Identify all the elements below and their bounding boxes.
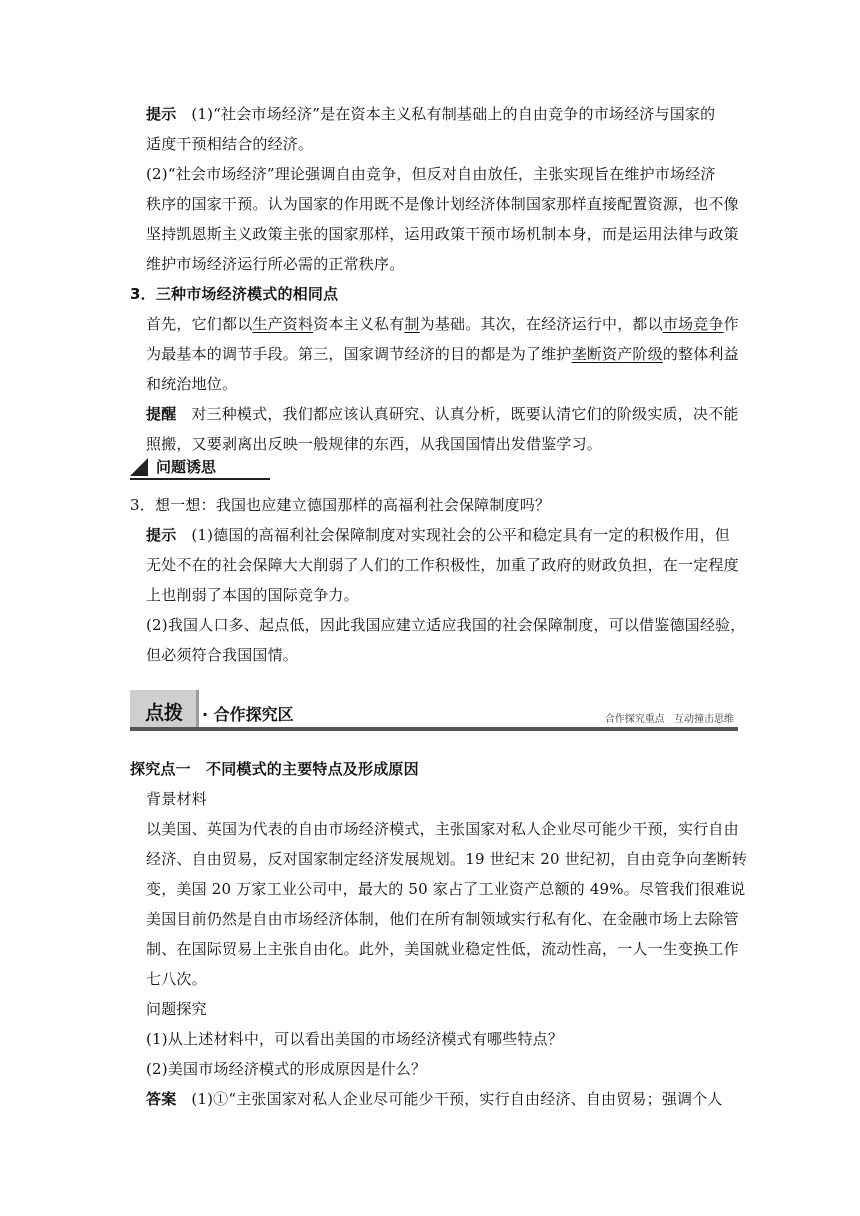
answer-label: 答案 — [146, 1090, 177, 1108]
hint-line-2d: 维护市场经济运行所必需的正常秩序。 — [146, 255, 405, 273]
inquiry-label: 问题探究 — [146, 1000, 207, 1018]
inquiry-question-1: (1)从上述材料中，可以看出美国的市场经济模式有哪些特点？ — [146, 1030, 564, 1048]
remind-label: 提醒 — [146, 405, 177, 423]
question-heading-text: 问题诱思 — [156, 458, 217, 476]
background-line: 变，美国 20 万家工业公司中，最大的 50 家占了工业资产总额的 49%。尽管我们很难说 — [146, 880, 746, 898]
banner-title: · 合作探究区 — [202, 705, 294, 724]
hint-line-1 — [146, 103, 715, 125]
inquiry-question-2: (2)美国市场经济模式的形成原因是什么？ — [146, 1060, 427, 1078]
text-span: 的整体利益 — [662, 345, 739, 363]
hint-text: (1)德国的高福利社会保障制度对实现社会的公平和稳定具有一定的积极作用，但 — [191, 526, 730, 544]
background-line: 经济、自由贸易，反对国家制定经济发展规划。19 世纪末 20 世纪初，自由竞争向垄断转 — [146, 850, 748, 868]
q-hint-line-2: (2)我国人口多、起点低，因此我国应建立适应我国的社会保障制度，可以借鉴德国经验， — [146, 616, 746, 634]
q-hint-line-1c: 上也削弱了本国的国际竞争力。 — [146, 586, 359, 604]
q-hint-line-2b: 但必须符合我国国情。 — [146, 646, 299, 664]
text-span: 首先，它们都以 — [146, 315, 253, 333]
banner-subtitle: 合作探究重点 互动撞击思维 — [604, 714, 734, 725]
text-span: 为最基本的调节手段。第三，国家调节经济的目的都是为了维护 — [146, 345, 572, 363]
paragraph-line — [146, 343, 739, 365]
paragraph-line — [146, 313, 739, 335]
underlined-term: 垄断资产阶级 — [571, 345, 663, 363]
section-heading: 3．三种市场经济模式的相同点 — [130, 285, 339, 303]
underlined-term: 市场竞争 — [662, 315, 724, 333]
question-section-heading — [130, 456, 270, 480]
remind-line-2: 照搬，又要剥离出反映一般规律的东西，从我国国情出发借鉴学习。 — [146, 435, 603, 453]
hint-text: (1)“社会市场经济”是在资本主义私有制基础上的自由竞争的市场经济与国家的 — [191, 105, 716, 123]
hint-label: 提示 — [146, 105, 177, 123]
remind-line-1 — [146, 403, 739, 425]
hint-label: 提示 — [146, 526, 177, 544]
text-span: 作 — [723, 315, 739, 333]
remind-text: 对三种模式，我们都应该认真研究、认真分析，既要认清它们的阶级实质，决不能 — [191, 405, 739, 423]
background-line: 制、在国际贸易上主张自由化。此外，美国就业稳定性低，流动性高，一人一生变换工作 — [146, 940, 739, 958]
banner-tab — [130, 690, 196, 728]
hint-line-2b: 秩序的国家干预。认为国家的作用既不是像计划经济体制国家那样直接配置资源，也不像 — [146, 195, 739, 213]
explore-heading: 探究点一 不同模式的主要特点及形成原因 — [130, 760, 419, 778]
hint-line-2: (2)“社会市场经济”理论强调自由竞争，但反对自由放任，主张实现旨在维护市场经济 — [146, 165, 716, 183]
background-line: 七八次。 — [146, 970, 207, 988]
text-span: 为基础。其次，在经济运行中，都以 — [419, 315, 663, 333]
underlined-term: 制 — [404, 315, 420, 333]
hint-line-2c: 坚持凯恩斯主义政策主张的国家那样，运用政策干预市场机制本身，而是运用法律与政策 — [146, 225, 739, 243]
q-hint-line-1 — [146, 524, 730, 546]
banner-rule — [130, 727, 738, 731]
q-hint-line-1b: 无处不在的社会保障大大削弱了人们的工作积极性，加重了政府的财政负担，在一定程度 — [146, 556, 739, 574]
background-label: 背景材料 — [146, 790, 207, 808]
background-line: 美国目前仍然是自由市场经济体制，他们在所有制领域实行私有化、在金融市场上去除管 — [146, 910, 739, 928]
paragraph-line: 和统治地位。 — [146, 375, 238, 393]
corner-triangle-icon — [130, 458, 148, 476]
question-3: 3．想一想：我国也应建立德国那样的高福利社会保障制度吗？ — [130, 496, 551, 514]
heading-underline — [130, 478, 270, 480]
answer-line-1 — [146, 1088, 723, 1110]
banner-tab-label: 点拨 — [145, 702, 184, 724]
text-span: 资本主义私有 — [313, 315, 405, 333]
background-line: 以美国、英国为代表的自由市场经济模式，主张国家对私人企业尽可能少干预，实行自由 — [146, 820, 739, 838]
underlined-term: 生产资料 — [252, 315, 314, 333]
answer-text: (1)①“主张国家对私人企业尽可能少干预，实行自由经济、自由贸易；强调个人 — [191, 1090, 723, 1108]
section-banner — [130, 690, 738, 732]
hint-line-1b: 适度干预相结合的经济。 — [146, 135, 314, 153]
